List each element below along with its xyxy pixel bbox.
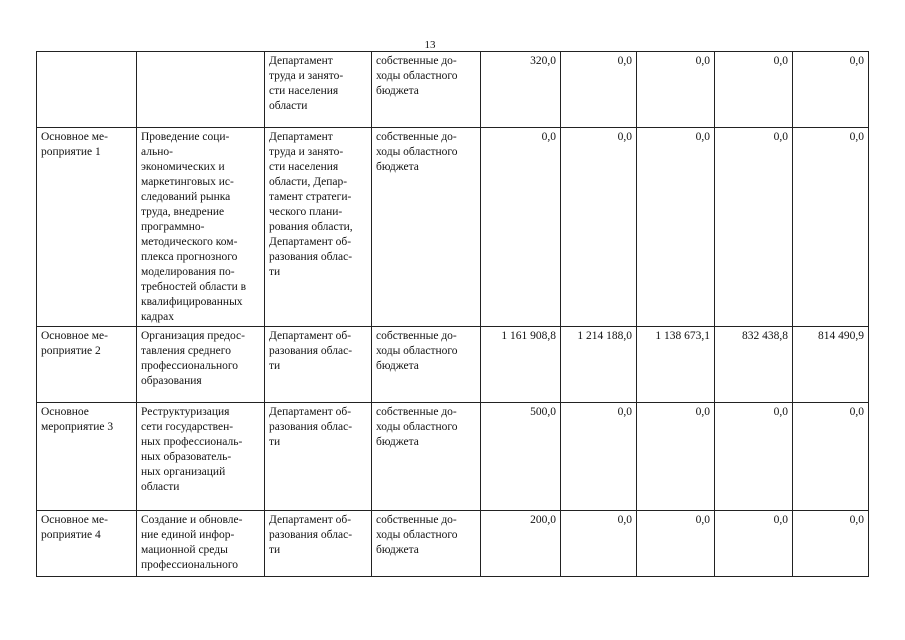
cell-text-line: ных профессиональ- xyxy=(141,436,243,448)
cell-text-line: экономических и xyxy=(141,161,225,173)
cell-text-line: труда и занято- xyxy=(269,70,344,82)
cell-text-line: программно- xyxy=(141,221,205,233)
cell-text-line: маркетинговых ис- xyxy=(141,176,234,188)
amount-cell: 814 490,9 xyxy=(793,327,869,403)
cell-text-line: роприятие 4 xyxy=(41,529,101,541)
cell-text-line: Проведение соци- xyxy=(141,131,230,143)
cell-text-line: сети государствен- xyxy=(141,421,234,433)
status-cell xyxy=(37,128,137,327)
cell-text-line: сти населения xyxy=(269,85,339,97)
funding-source-cell xyxy=(372,128,481,327)
cell-text-line: роприятие 2 xyxy=(41,345,101,357)
cell-text-line: кадрах xyxy=(141,311,174,323)
activity-name-cell xyxy=(137,403,265,511)
cell-text-line: ходы областного xyxy=(376,70,458,82)
cell-text-line: Департамент xyxy=(269,55,333,67)
cell-text-line: Департамент об- xyxy=(269,514,352,526)
table-row xyxy=(37,128,869,327)
amount-cell: 0,0 xyxy=(561,52,637,128)
funding-source-cell xyxy=(372,327,481,403)
cell-text-line: ческого плани- xyxy=(269,206,343,218)
amount-cell: 0,0 xyxy=(715,52,793,128)
amount-cell: 0,0 xyxy=(481,128,561,327)
cell-text-line: Департамент об- xyxy=(269,330,352,342)
amount-cell: 1 214 188,0 xyxy=(561,327,637,403)
cell-text-line: ти xyxy=(269,266,281,278)
cell-text-line: собственные до- xyxy=(376,55,457,67)
amount-cell: 0,0 xyxy=(637,128,715,327)
cell-text-line: Департамент об- xyxy=(269,406,352,418)
cell-text-line: собственные до- xyxy=(376,330,457,342)
cell-text-line: ных образователь- xyxy=(141,451,232,463)
cell-text-line: Департамент xyxy=(269,131,333,143)
activity-name-cell xyxy=(137,327,265,403)
status-cell xyxy=(37,403,137,511)
cell-text-line: ти xyxy=(269,360,281,372)
table-row xyxy=(37,403,869,511)
cell-text-line: собственные до- xyxy=(376,406,457,418)
cell-text-line: области xyxy=(141,481,180,493)
cell-text-line: труда и занято- xyxy=(269,146,344,158)
amount-cell: 0,0 xyxy=(637,52,715,128)
amount-cell: 0,0 xyxy=(793,511,869,577)
cell-text-line: Основное ме- xyxy=(41,330,108,342)
cell-text-line: мационной среды xyxy=(141,544,228,556)
amount-cell: 200,0 xyxy=(481,511,561,577)
table-body xyxy=(37,52,869,577)
cell-text-line: требностей области в xyxy=(141,281,247,293)
cell-text-line: квалифицированных xyxy=(141,296,243,308)
cell-text-line: собственные до- xyxy=(376,131,457,143)
amount-cell: 500,0 xyxy=(481,403,561,511)
executor-cell xyxy=(265,403,372,511)
page-number: 13 xyxy=(424,39,436,51)
cell-text-line: ходы областного xyxy=(376,421,458,433)
cell-text-line: ально- xyxy=(141,146,173,158)
amount-cell: 0,0 xyxy=(715,403,793,511)
cell-text-line: мероприятие 3 xyxy=(41,421,114,433)
activity-name-cell xyxy=(137,52,265,128)
amount-cell: 832 438,8 xyxy=(715,327,793,403)
budget-table xyxy=(36,51,869,577)
status-cell xyxy=(37,52,137,128)
amount-cell: 0,0 xyxy=(561,128,637,327)
cell-text-line: бюджета xyxy=(376,544,419,556)
table-row xyxy=(37,511,869,577)
cell-text-line: тавления среднего xyxy=(141,345,231,357)
cell-text-line: ходы областного xyxy=(376,146,458,158)
cell-text-line: профессионального xyxy=(141,559,239,571)
amount-cell: 0,0 xyxy=(561,511,637,577)
cell-text-line: разования облас- xyxy=(269,529,353,541)
amount-cell: 0,0 xyxy=(793,128,869,327)
cell-text-line: ти xyxy=(269,544,281,556)
amount-cell: 0,0 xyxy=(793,403,869,511)
cell-text-line: тамент стратеги- xyxy=(269,191,352,203)
cell-text-line: образования xyxy=(141,375,202,387)
cell-text-line: Департамент об- xyxy=(269,236,352,248)
activity-name-cell xyxy=(137,128,265,327)
cell-text-line: сти населения xyxy=(269,161,339,173)
cell-text-line: ных организаций xyxy=(141,466,226,478)
amount-cell: 0,0 xyxy=(793,52,869,128)
cell-text-line: роприятие 1 xyxy=(41,146,101,158)
amount-cell: 0,0 xyxy=(561,403,637,511)
table-row xyxy=(37,327,869,403)
funding-source-cell xyxy=(372,403,481,511)
table-row xyxy=(37,52,869,128)
status-cell xyxy=(37,511,137,577)
cell-text-line: бюджета xyxy=(376,436,419,448)
executor-cell xyxy=(265,327,372,403)
cell-text-line: ти xyxy=(269,436,281,448)
cell-text-line: разования облас- xyxy=(269,345,353,357)
cell-text-line: ходы областного xyxy=(376,529,458,541)
cell-text-line: методического ком- xyxy=(141,236,238,248)
cell-text-line: моделирования по- xyxy=(141,266,235,278)
cell-text-line: профессионального xyxy=(141,360,239,372)
cell-text-line: Основное xyxy=(41,406,89,418)
cell-text-line: Создание и обновле- xyxy=(141,514,243,526)
cell-text-line: Основное ме- xyxy=(41,514,108,526)
amount-cell: 1 161 908,8 xyxy=(481,327,561,403)
amount-cell: 0,0 xyxy=(715,511,793,577)
funding-source-cell xyxy=(372,52,481,128)
funding-source-cell xyxy=(372,511,481,577)
status-cell xyxy=(37,327,137,403)
amount-cell: 320,0 xyxy=(481,52,561,128)
executor-cell xyxy=(265,511,372,577)
cell-text-line: области, Депар- xyxy=(269,176,348,188)
amount-cell: 0,0 xyxy=(715,128,793,327)
cell-text-line: области xyxy=(269,100,308,112)
cell-text-line: Основное ме- xyxy=(41,131,108,143)
executor-cell xyxy=(265,52,372,128)
activity-name-cell xyxy=(137,511,265,577)
cell-text-line: плекса прогнозного xyxy=(141,251,238,263)
amount-cell: 0,0 xyxy=(637,403,715,511)
cell-text-line: труда, внедрение xyxy=(141,206,225,218)
amount-cell: 1 138 673,1 xyxy=(637,327,715,403)
cell-text-line: ние единой инфор- xyxy=(141,529,235,541)
cell-text-line: бюджета xyxy=(376,360,419,372)
cell-text-line: Реструктуризация xyxy=(141,406,230,418)
amount-cell: 0,0 xyxy=(637,511,715,577)
cell-text-line: бюджета xyxy=(376,161,419,173)
cell-text-line: следований рынка xyxy=(141,191,231,203)
cell-text-line: разования облас- xyxy=(269,421,353,433)
executor-cell xyxy=(265,128,372,327)
cell-text-line: Организация предос- xyxy=(141,330,245,342)
cell-text-line: разования облас- xyxy=(269,251,353,263)
cell-text-line: собственные до- xyxy=(376,514,457,526)
cell-text-line: ходы областного xyxy=(376,345,458,357)
cell-text-line: бюджета xyxy=(376,85,419,97)
cell-text-line: рования области, xyxy=(269,221,353,233)
